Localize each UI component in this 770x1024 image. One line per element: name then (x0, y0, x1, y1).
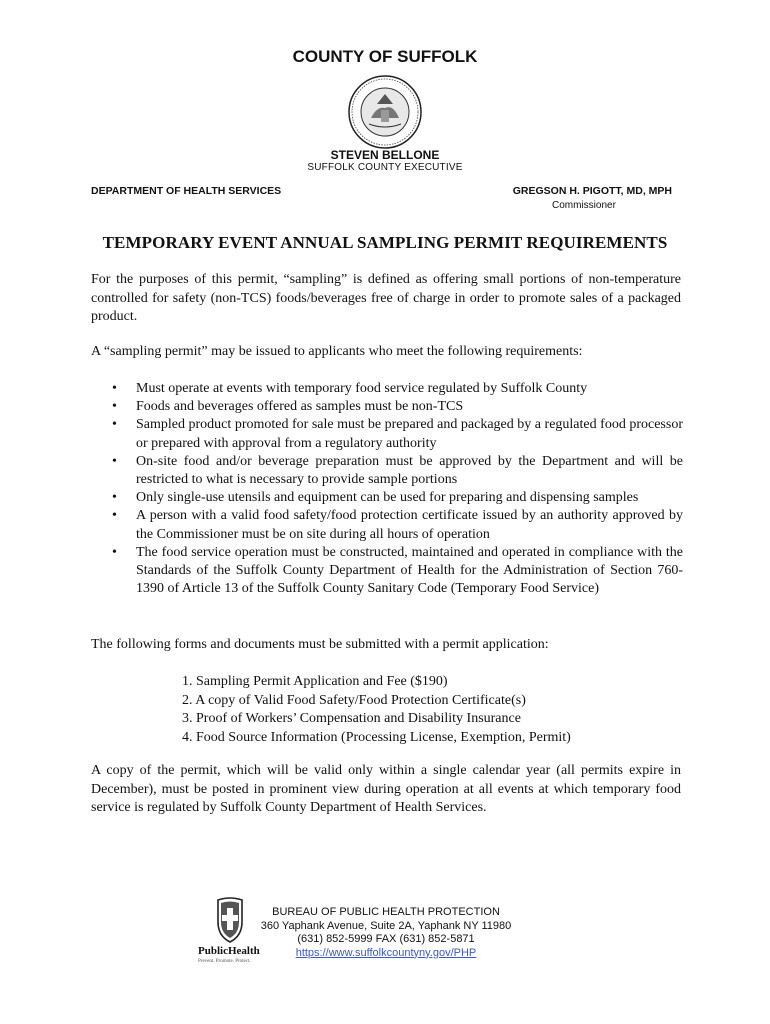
requirement-text: A person with a valid food safety/food protection certificate issued by an authority approved by the Commissioner must be on site during all hours of operation (136, 508, 683, 542)
closing-paragraph: A copy of the permit, which will be valid only within a single calendar year (all permits expire in December), must be posted in prominent view during operation at all events at which temporary food service is regulated by Suffolk County Department of Health Services. (91, 763, 681, 815)
bureau-address: 360 Yaphank Avenue, Suite 2A, Yaphank NY 11980 (260, 919, 512, 932)
county-title: COUNTY OF SUFFOLK (292, 47, 478, 66)
commissioner-title: Commissioner (552, 200, 616, 211)
logo-wordmark: PublicHealth (198, 945, 260, 957)
requirement-text: Must operate at events with temporary food service regulated by Suffolk County (136, 381, 588, 396)
requirement-item (91, 380, 683, 398)
bureau-website-link[interactable]: https://www.suffolkcountyny.gov/PHP (295, 946, 477, 959)
form-item: 1. Sampling Permit Application and Fee ($190) (182, 674, 448, 689)
form-item: 2. A copy of Valid Food Safety/Food Protection Certificate(s) (182, 692, 526, 708)
bullet-icon: • (112, 508, 117, 524)
forms-intro: The following forms and documents must be submitted with a permit application: (91, 637, 549, 652)
commissioner-name: GREGSON H. PIGOTT, MD, MPH (512, 185, 672, 197)
requirements-intro: A “sampling permit” may be issued to applicants who meet the following requirements: (91, 344, 583, 359)
requirement-item (91, 544, 683, 599)
bureau-phone-fax: (631) 852-5999 FAX (631) 852-5871 (297, 933, 475, 945)
requirement-text: On-site food and/or beverage preparation must be approved by the Department and will be restricted to what is necessary to provide sample portions (136, 453, 683, 488)
department-name: DEPARTMENT OF HEALTH SERVICES (91, 185, 282, 197)
intro-paragraph: For the purposes of this permit, “sampling” is defined as offering small portions of non-temperature controlled for safety (non-TCS) foods/beverages free of charge in order to promote sales of a packaged product. (91, 272, 681, 324)
executive-title: SUFFOLK COUNTY EXECUTIVE (307, 162, 463, 173)
requirement-text: The food service operation must be constructed, maintained and operated in compliance with the Standards of the Suffolk County Department of Health for the Administration of Section 760-1390 of Article 13 of the Suffolk County Sanitary Code (Temporary Food Service) (136, 544, 683, 597)
requirement-item (91, 453, 683, 489)
county-seal-icon (347, 74, 423, 150)
bullet-icon: • (112, 381, 117, 396)
logo-tagline: Prevent. Promote. Protect. (198, 959, 251, 964)
bullet-icon: • (112, 417, 117, 433)
document-title: TEMPORARY EVENT ANNUAL SAMPLING PERMIT REQUIREMENTS (102, 233, 668, 252)
requirement-text: Foods and beverages offered as samples must be non-TCS (136, 399, 464, 415)
forms-list (182, 673, 571, 747)
form-item: 3. Proof of Workers’ Compensation and Disability Insurance (182, 711, 521, 726)
bullet-icon: • (112, 544, 117, 560)
requirement-item (91, 416, 683, 452)
requirement-item (91, 489, 683, 507)
requirement-text: Only single-use utensils and equipment can be used for preparing and dispensing samples (136, 490, 639, 506)
requirement-item (91, 507, 683, 543)
form-item: 4. Food Source Information (Processing License, Exemption, Permit) (182, 729, 571, 745)
requirements-list (91, 380, 683, 598)
requirement-item (91, 398, 683, 416)
executive-name: STEVEN BELLONE (330, 148, 440, 162)
requirement-text: Sampled product promoted for sale must be prepared and packaged by a regulated food processor or prepared with approval from a regulatory authority (136, 417, 683, 451)
bullet-icon: • (112, 453, 117, 469)
bullet-icon: • (112, 399, 117, 415)
footer-contact (250, 906, 522, 960)
bullet-icon: • (112, 490, 117, 506)
bureau-name: BUREAU OF PUBLIC HEALTH PROTECTION (272, 906, 500, 918)
